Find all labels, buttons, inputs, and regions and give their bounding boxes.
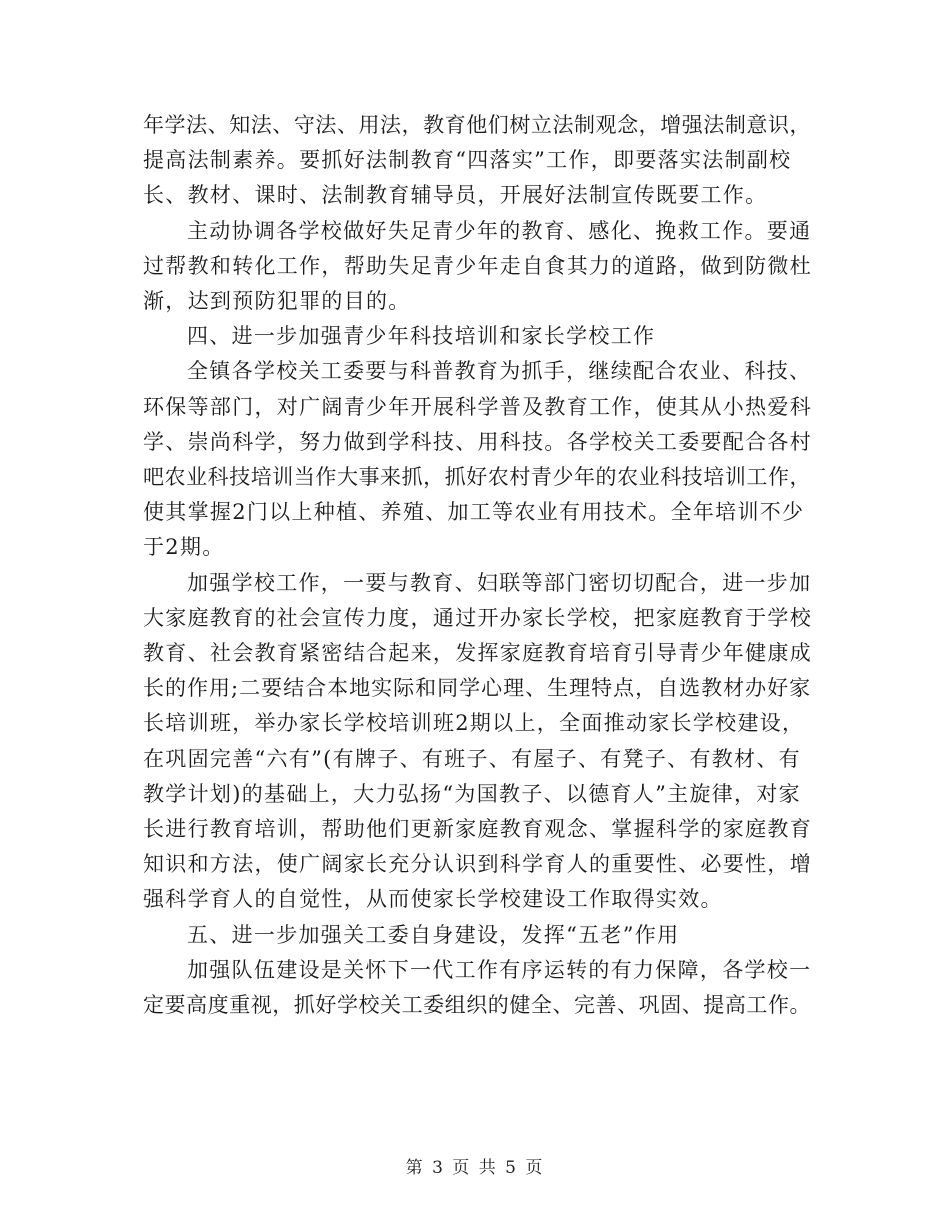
text-line: 大家庭教育的社会宣传力度，通过开办家长学校，把家庭教育于学校	[143, 605, 812, 630]
document-body	[143, 108, 813, 1023]
text-line: 使其掌握2门以上种植、养殖、加工等农业有用技术。全年培训不少	[143, 500, 805, 525]
text-line: 教育、社会教育紧密结合起来，发挥家庭教育培育引导青少年健康成	[143, 641, 812, 666]
text-line: 长的作用;二要结合本地实际和同学心理、生理特点，自选教材办好家	[143, 676, 812, 701]
text-line: 长进行教育培训，帮助他们更新家庭教育观念、掌握科学的家庭教育	[143, 817, 812, 842]
text-line: 主动协调各学校做好失足青少年的教育、感化、挽救工作。要通	[187, 218, 812, 243]
text-line: 知识和方法，使广阔家长充分认识到科学育人的重要性、必要性，增	[143, 852, 812, 877]
text-line: 四、进一步加强青少年科技培训和家长学校工作	[187, 324, 656, 349]
text-line: 于2期。	[143, 535, 225, 560]
text-line: 过帮教和转化工作，帮助失足青少年走自食其力的道路，做到防微杜	[143, 253, 812, 278]
text-line: 在巩固完善“六有”(有牌子、有班子、有屋子、有凳子、有教材、有	[143, 746, 801, 771]
text-line: 五、进一步加强关工委自身建设，发挥“五老”作用	[187, 922, 680, 947]
text-line: 吧农业科技培训当作大事来抓，抓好农村青少年的农业科技培训工作，	[143, 465, 812, 490]
text-line: 提高法制素养。要抓好法制教育“四落实”工作，即要落实法制副校	[143, 148, 792, 173]
text-line: 渐，达到预防犯罪的目的。	[143, 289, 411, 314]
text-line: 年学法、知法、守法、用法，教育他们树立法制观念，增强法制意识，	[143, 113, 812, 137]
text-line: 教学计划)的基础上，大力弘扬“为国教子、以德育人”主旋律，对家	[143, 781, 801, 806]
text-line: 定要高度重视，抓好学校关工委组织的健全、完善、巩固、提高工作。	[143, 993, 812, 1018]
text-line: 学、崇尚科学，努力做到学科技、用科技。各学校关工委要配合各村	[143, 429, 812, 454]
text-line: 强科学育人的自觉性，从而使家长学校建设工作取得实效。	[143, 887, 723, 912]
text-line: 加强队伍建设是关怀下一代工作有序运转的有力保障，各学校一	[187, 957, 812, 982]
text-line: 长培训班，举办家长学校培训班2期以上，全面推动家长学校建设，	[143, 711, 805, 736]
text-line: 环保等部门，对广阔青少年开展科学普及教育工作，使其从小热爱科	[143, 394, 812, 419]
page-number-footer: 第 3 页 共 5 页	[405, 1158, 545, 1178]
text-line: 加强学校工作，一要与教育、妇联等部门密切切配合，进一步加	[187, 570, 812, 595]
text-line: 全镇各学校关工委要与科普教育为抓手，继续配合农业、科技、	[187, 359, 812, 384]
text-line: 长、教材、课时、法制教育辅导员，开展好法制宣传既要工作。	[143, 183, 768, 208]
